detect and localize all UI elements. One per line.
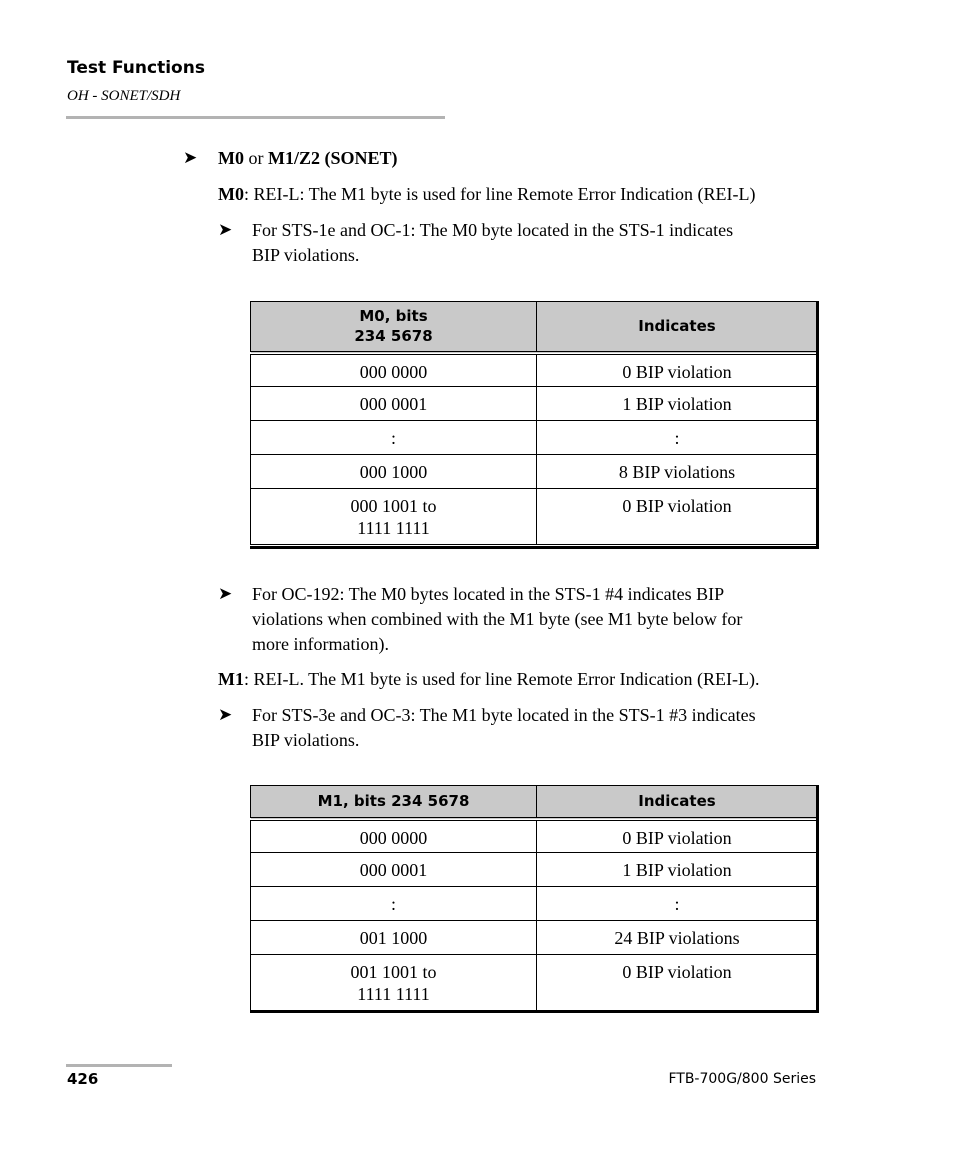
- indicates-cell: 24 BIP violations: [537, 921, 818, 955]
- m1-description-text: : REI-L. The M1 byte is used for line Remote Error Indication (REI-L).: [244, 669, 760, 689]
- table-row: [251, 353, 818, 387]
- section-title: Test Functions: [67, 58, 205, 78]
- bits-cell: 000 0000: [251, 353, 537, 387]
- table-shadow-right: [816, 785, 819, 1013]
- table-header-row: [251, 302, 818, 353]
- m1-description-term: M1: [218, 669, 244, 689]
- m0-bullet-oc192: [252, 582, 742, 657]
- bullet-arrow-icon: ➤: [218, 705, 233, 725]
- bits-cell: 001 1000: [251, 921, 537, 955]
- bits-cell: 000 0001: [251, 387, 537, 421]
- bullet-arrow-icon: ➤: [183, 148, 198, 168]
- m1-bits-table: [250, 785, 818, 1011]
- bits-cell: 000 0000: [251, 819, 537, 853]
- m1-bullet-sts3-line2: BIP violations.: [252, 730, 360, 750]
- bits-cell: :: [251, 887, 537, 921]
- m0-description: [218, 182, 756, 207]
- table-row: [251, 387, 818, 421]
- bits-cell-line2: 1111 1111: [357, 518, 430, 538]
- bullet-arrow-icon: ➤: [218, 584, 233, 604]
- bullet-arrow-icon: ➤: [218, 220, 233, 240]
- column-header-indicates: Indicates: [537, 786, 818, 819]
- table-row: [251, 819, 818, 853]
- table-row: [251, 421, 818, 455]
- table-row: [251, 489, 818, 545]
- table-header-row: [251, 786, 818, 819]
- m0-bits-table: [250, 301, 818, 545]
- m1-bullet-sts3: [252, 703, 756, 753]
- column-header-bits-line2: 234 5678: [354, 327, 433, 346]
- m0-bullet-oc192-line3: more information).: [252, 634, 389, 654]
- indicates-cell: 0 BIP violation: [537, 819, 818, 853]
- indicates-cell: 8 BIP violations: [537, 455, 818, 489]
- table-shadow-right: [816, 301, 819, 549]
- table-row: [251, 455, 818, 489]
- bits-cell: 000 1000: [251, 455, 537, 489]
- m0-heading-or: or: [244, 148, 268, 168]
- m0-bullet-sts1: [252, 218, 733, 268]
- section-subtitle: OH - SONET/SDH: [67, 88, 181, 104]
- bits-cell: 000 0001: [251, 853, 537, 887]
- indicates-cell: :: [537, 887, 818, 921]
- column-header-indicates: Indicates: [537, 302, 818, 353]
- column-header-bits: M1, bits 234 5678: [251, 786, 537, 819]
- m0-bullet-oc192-line1: For OC-192: The M0 bytes located in the STS-1 #4 indicates BIP: [252, 584, 725, 604]
- m0-heading-term: M0: [218, 148, 244, 168]
- bits-cell: :: [251, 421, 537, 455]
- column-header-bits: [251, 302, 537, 353]
- bits-cell: [251, 489, 537, 545]
- m1-description: [218, 667, 760, 692]
- bits-cell-line1: 001 1001 to: [350, 962, 437, 982]
- footer-rule: [66, 1064, 172, 1067]
- indicates-cell: 0 BIP violation: [537, 955, 818, 1011]
- table-row: [251, 955, 818, 1011]
- bits-cell-line2: 1111 1111: [357, 984, 430, 1004]
- indicates-cell: 1 BIP violation: [537, 387, 818, 421]
- bits-cell-line1: 000 1001 to: [350, 496, 437, 516]
- m0-bullet-oc192-line2: violations when combined with the M1 byte (see M1 byte below for: [252, 609, 743, 629]
- bits-cell: [251, 955, 537, 1011]
- table-shadow-bottom: [250, 546, 819, 549]
- page-number: 426: [67, 1070, 99, 1088]
- table-row: [251, 921, 818, 955]
- indicates-cell: :: [537, 421, 818, 455]
- indicates-cell: 0 BIP violation: [537, 489, 818, 545]
- m0-heading-m1z2: M1/Z2 (SONET): [268, 148, 398, 168]
- m0-description-term: M0: [218, 184, 244, 204]
- header-rule: [66, 116, 445, 119]
- indicates-cell: 1 BIP violation: [537, 853, 818, 887]
- table-row: [251, 887, 818, 921]
- column-header-bits-line1: M0, bits: [359, 307, 428, 326]
- table-shadow-bottom: [250, 1010, 819, 1013]
- m1-bullet-sts3-line1: For STS-3e and OC-3: The M1 byte located in the STS-1 #3 indicates: [252, 705, 756, 725]
- indicates-cell: 0 BIP violation: [537, 353, 818, 387]
- m0-description-text: : REI-L: The M1 byte is used for line Remote Error Indication (REI-L): [244, 184, 756, 204]
- m0-bullet-sts1-line2: BIP violations.: [252, 245, 360, 265]
- product-series: FTB-700G/800 Series: [668, 1071, 816, 1087]
- m0-bullet-sts1-line1: For STS-1e and OC-1: The M0 byte located in the STS-1 indicates: [252, 220, 734, 240]
- m0-heading: [218, 146, 398, 171]
- table-row: [251, 853, 818, 887]
